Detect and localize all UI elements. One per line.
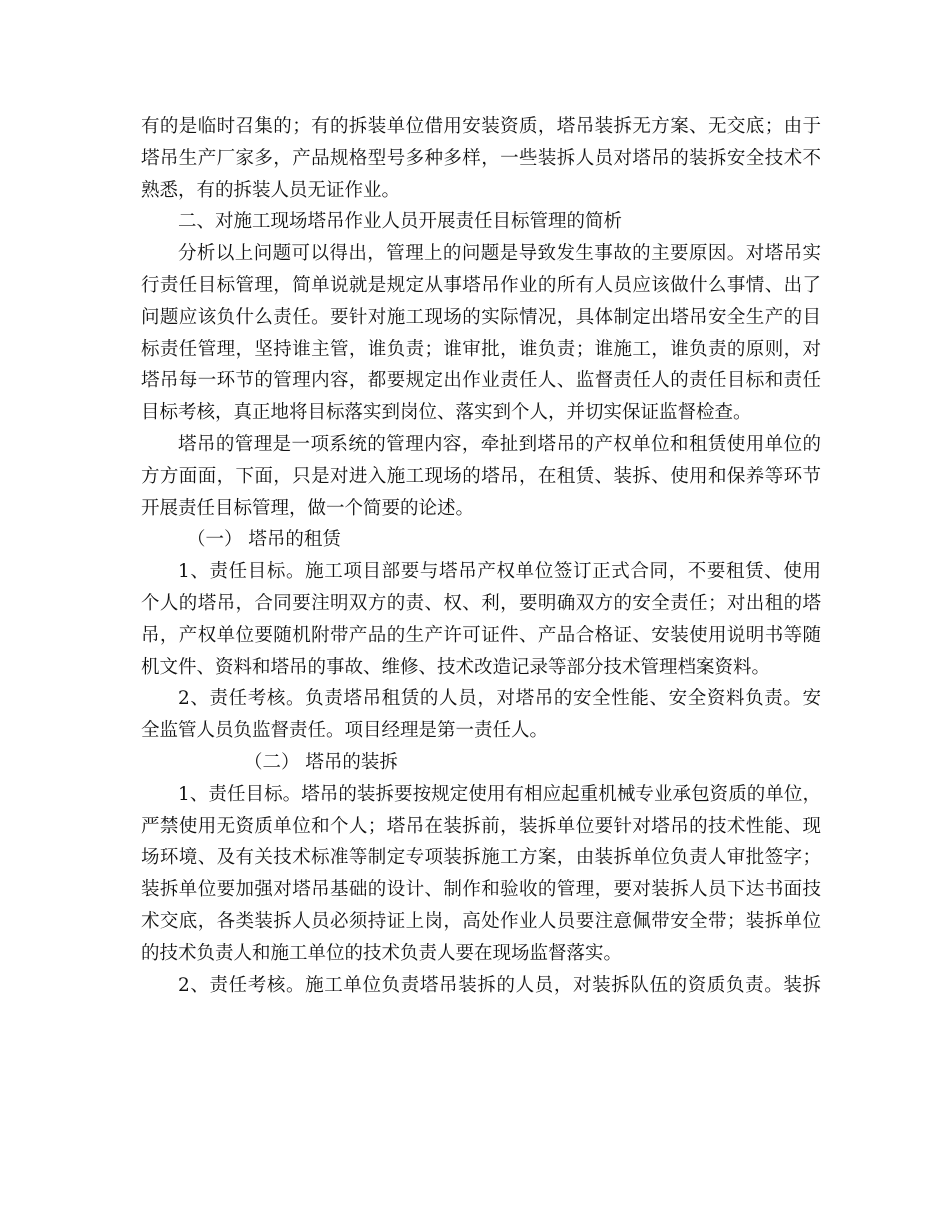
text-line: 熟悉，有的拆装人员无证作业。 (141, 179, 401, 201)
text-line: 塔吊的管理是一项系统的管理内容，牵扯到塔吊的产权单位和租赁使用单位的 (178, 433, 821, 455)
subsection-heading: （一） 塔吊的租赁 (187, 529, 341, 551)
text-line: 的技术负责人和施工单位的技术负责人要在现场监督落实。 (141, 942, 623, 964)
text-line: 问题应该负什么责任。要针对施工现场的实际情况，具体制定出塔吊安全生产的目 (141, 306, 821, 328)
text-line: 2、责任考核。负责塔吊租赁的人员，对塔吊的安全性能、安全资料负责。安 (178, 688, 821, 710)
text-line: 机文件、资料和塔吊的事故、维修、技术改造记录等部分技术管理档案资料。 (141, 656, 771, 678)
text-line: 全监管人员负监督责任。项目经理是第一责任人。 (141, 720, 549, 742)
text-line: 开展责任目标管理，做一个简要的论述。 (141, 497, 475, 519)
text-line: 分析以上问题可以得出，管理上的问题是导致发生事故的主要原因。对塔吊实 (178, 243, 821, 265)
document-body (141, 111, 821, 1001)
text-line: 塔吊生产厂家多，产品规格型号多种多样，一些装拆人员对塔吊的装拆安全技术不 (141, 147, 821, 169)
text-line: 场环境、及有关技术标准等制定专项装拆施工方案，由装拆单位负责人审批签字； (141, 847, 821, 869)
text-line: 行责任目标管理，简单说就是规定从事塔吊作业的所有人员应该做什么事情、出了 (141, 274, 821, 296)
text-line: 1、责任目标。施工项目部要与塔吊产权单位签订正式合同，不要租赁、使用 (178, 561, 821, 583)
text-line: 塔吊每一环节的管理内容，都要规定出作业责任人、监督责任人的责任目标和责任 (141, 370, 821, 392)
text-line: 吊，产权单位要随机附带产品的生产许可证件、产品合格证、安装使用说明书等随 (141, 624, 821, 646)
text-line: 1、责任目标。塔吊的装拆要按规定使用有相应起重机械专业承包资质的单位， (178, 783, 821, 805)
text-line: 目标考核，真正地将目标落实到岗位、落实到个人，并切实保证监督检查。 (141, 402, 752, 424)
text-line: 个人的塔吊，合同要注明双方的责、权、利，要明确双方的安全责任；对出租的塔 (141, 592, 821, 614)
text-line: 装拆单位要加强对塔吊基础的设计、制作和验收的管理，要对装拆人员下达书面技 (141, 879, 821, 901)
text-line: 2、责任考核。施工单位负责塔吊装拆的人员，对装拆队伍的资质负责。装拆 (178, 974, 821, 996)
subsection-heading: （二） 塔吊的装拆 (244, 751, 398, 773)
text-line: 标责任管理，坚持谁主管，谁负责；谁审批，谁负责；谁施工，谁负责的原则，对 (141, 338, 821, 360)
section-heading: 二、对施工现场塔吊作业人员开展责任目标管理的简析 (178, 211, 623, 233)
text-line: 严禁使用无资质单位和个人；塔吊在装拆前，装拆单位要针对塔吊的技术性能、现 (141, 815, 821, 837)
text-line: 方方面面，下面，只是对进入施工现场的塔吊，在租赁、装拆、使用和保养等环节 (141, 465, 821, 487)
text-line: 术交底，各类装拆人员必须持证上岗，高处作业人员要注意佩带安全带；装拆单位 (141, 910, 821, 932)
text-line: 有的是临时召集的；有的拆装单位借用安装资质，塔吊装拆无方案、无交底；由于 (141, 116, 821, 137)
